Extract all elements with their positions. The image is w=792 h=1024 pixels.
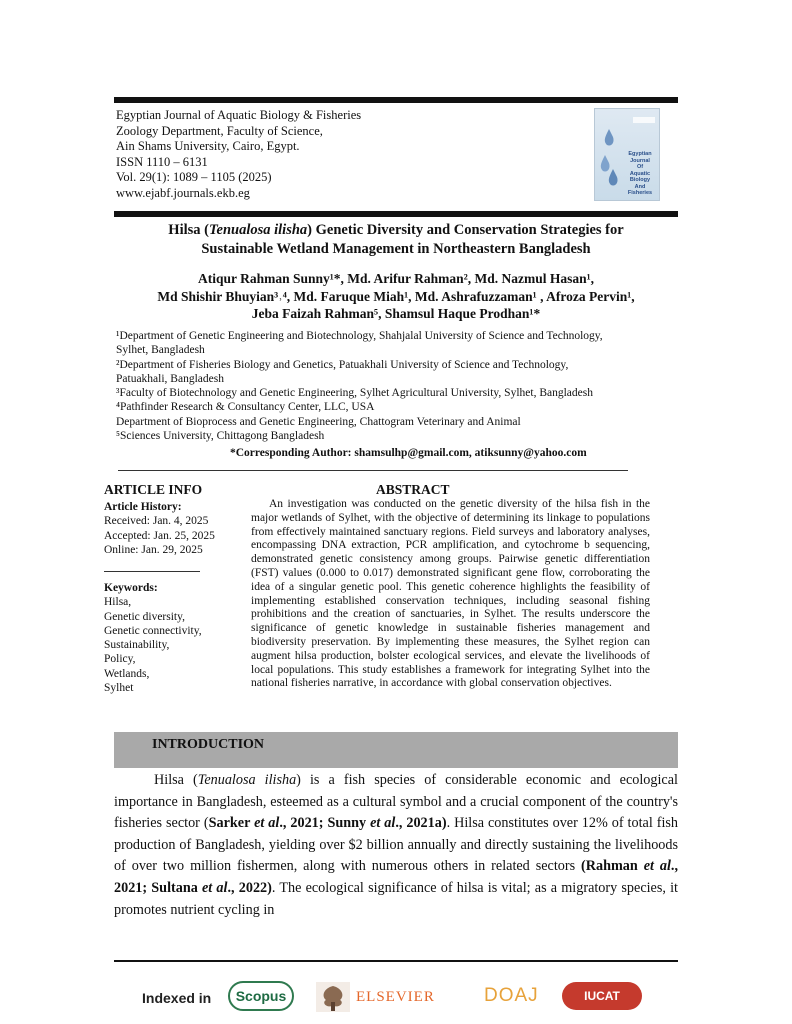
introduction-paragraph: Hilsa (Tenualosa ilisha) is a fish species of considerable economic and ecological importance in Bangladesh, esteemed as a cultural symbol and a crucial component of the country's fisheries sector (Sarker et al., 2021; Sunny et al., 2021a). Hilsa constitutes over 12% of total fish production of Bangladesh, yielding over $2 billion annually and directly sustaining the livelihoods of over two million fishermen, along with numerous others in related sectors (Rahman et al., 2021; Sultana et al., 2022). The ecological significance of hilsa is vital; as a migratory species, it promotes nutrient cycling in bbox=[114, 772, 679, 918]
affiliations bbox=[116, 329, 686, 443]
abstract-text: An investigation was conducted on the genetic diversity of the hilsa fish in the major wetlands of Sylhet, with the objective of determining its linkage to populations from effectively maintained sanctuary regions. Field surveys and laboratory analyses, encompassing DNA extraction, PCR amplification, and cytochrome b sequencing, demonstrated genetic consistency among groups. Pairwise genetic differentiation (FST) values (0.000 to 0.017) demonstrated significant gene flow, corroborating the idea of a singular genetic pool. This genetic coherence highlights the feasibility of implementing established conservation techniques, including seasonal fishing prohibitions and the creation of sanctuaries, in Sylhet. The results underscore the significance of genetic knowledge in sustainable fisheries management and biodiversity preservation. By implementing these measures, the Sylhet region can augment hilsa production, bolster ecological services, and elevate the livelihoods of local populations. This study establishes a framework for integrating Sylhet into the national fisheries narrative, in accordance with global conservation objectives. bbox=[251, 498, 650, 690]
keyword: Wetlands, bbox=[104, 667, 150, 680]
keyword: Sustainability, bbox=[104, 639, 170, 652]
online-date: Online: Jan. 29, 2025 bbox=[104, 543, 203, 556]
article-history bbox=[104, 500, 215, 557]
keyword: Policy, bbox=[104, 653, 136, 666]
received-date: Received: Jan. 4, 2025 bbox=[104, 515, 209, 528]
author-line: Jeba Faizah Rahman⁵, Shamsul Haque Prodhan¹* bbox=[251, 306, 541, 321]
journal-issn: ISSN 1110 – 6131 bbox=[116, 154, 208, 169]
keyword: Genetic diversity, bbox=[104, 610, 186, 623]
affiliation-line: ³Faculty of Biotechnology and Genetic Engineering, Sylhet Agricultural University, Sylhet, Bangladesh bbox=[116, 387, 593, 400]
journal-university: Ain Shams University, Cairo, Egypt. bbox=[116, 139, 300, 153]
keyword: Sylhet bbox=[104, 682, 134, 695]
journal-volume: Vol. 29(1): 1089 – 1105 (2025) bbox=[116, 170, 272, 184]
elsevier-tree-icon bbox=[316, 982, 350, 1012]
elsevier-logo: ELSEVIER bbox=[356, 989, 435, 1005]
author-line: Atiqur Rahman Sunny¹*, Md. Arifur Rahman², Md. Nazmul Hasan¹, bbox=[197, 271, 595, 286]
keywords bbox=[104, 581, 202, 695]
abstract-heading: ABSTRACT bbox=[376, 482, 450, 497]
affiliation-line: Patuakhali, Bangladesh bbox=[116, 372, 224, 385]
iucat-logo: IUCAT bbox=[562, 982, 642, 1010]
affiliation-line: ²Department of Fisheries Biology and Genetics, Patuakhali University of Science and Technology, bbox=[116, 358, 569, 371]
history-label: Article History: bbox=[104, 501, 182, 513]
journal-cover-image bbox=[594, 108, 660, 201]
affiliation-line: ¹Department of Genetic Engineering and Biotechnology, Shahjalal University of Science and Technology, bbox=[116, 330, 603, 342]
keyword: Genetic connectivity, bbox=[104, 624, 202, 637]
accepted-date: Accepted: Jan. 25, 2025 bbox=[104, 529, 215, 542]
doaj-logo: DOAJ bbox=[484, 985, 539, 1006]
affiliation-line: Department of Bioprocess and Genetic Engineering, Chattogram Veterinary and Animal bbox=[116, 415, 521, 428]
keywords-divider bbox=[104, 571, 200, 572]
affiliation-line: Sylhet, Bangladesh bbox=[116, 344, 205, 357]
author-line: Md Shishir Bhuyian³˒⁴, Md. Faruque Miah¹, Md. Ashrafuzzaman¹ , Afroza Pervin¹, bbox=[157, 288, 635, 304]
journal-name: Egyptian Journal of Aquatic Biology & Fisheries bbox=[116, 108, 362, 122]
keywords-label: Keywords: bbox=[104, 582, 158, 594]
author-list bbox=[114, 270, 678, 323]
footer-rule bbox=[114, 960, 678, 962]
article-info-heading: ARTICLE INFO bbox=[104, 482, 203, 497]
affiliation-line: ⁴Pathfinder Research & Consultancy Center, LLC, USA bbox=[116, 401, 375, 414]
keyword: Hilsa, bbox=[104, 596, 132, 609]
header-top-rule bbox=[114, 97, 678, 103]
paper-title: Hilsa (Tenualosa ilisha) Genetic Diversity and Conservation Strategies for Sustainable Wetland Management in Northeastern Bangladesh bbox=[168, 222, 624, 257]
affiliation-line: ⁵Sciences University, Chittagong Bangladesh bbox=[116, 430, 325, 443]
corresponding-author: *Corresponding Author: shamsulhp@gmail.com, atiksunny@yahoo.com bbox=[230, 447, 587, 459]
introduction-heading: INTRODUCTION bbox=[152, 737, 265, 752]
indexed-in-label: Indexed in bbox=[142, 990, 212, 1006]
journal-dept: Zoology Department, Faculty of Science, bbox=[116, 123, 323, 138]
journal-info bbox=[116, 108, 361, 201]
section-divider bbox=[118, 470, 628, 471]
scopus-logo: Scopus bbox=[228, 981, 294, 1011]
journal-url: www.ejabf.journals.ekb.eg bbox=[116, 185, 250, 200]
cover-title: Egyptian Journal Of Aquatic Biology And Fisheries bbox=[627, 151, 653, 196]
header-bottom-rule bbox=[114, 211, 678, 217]
